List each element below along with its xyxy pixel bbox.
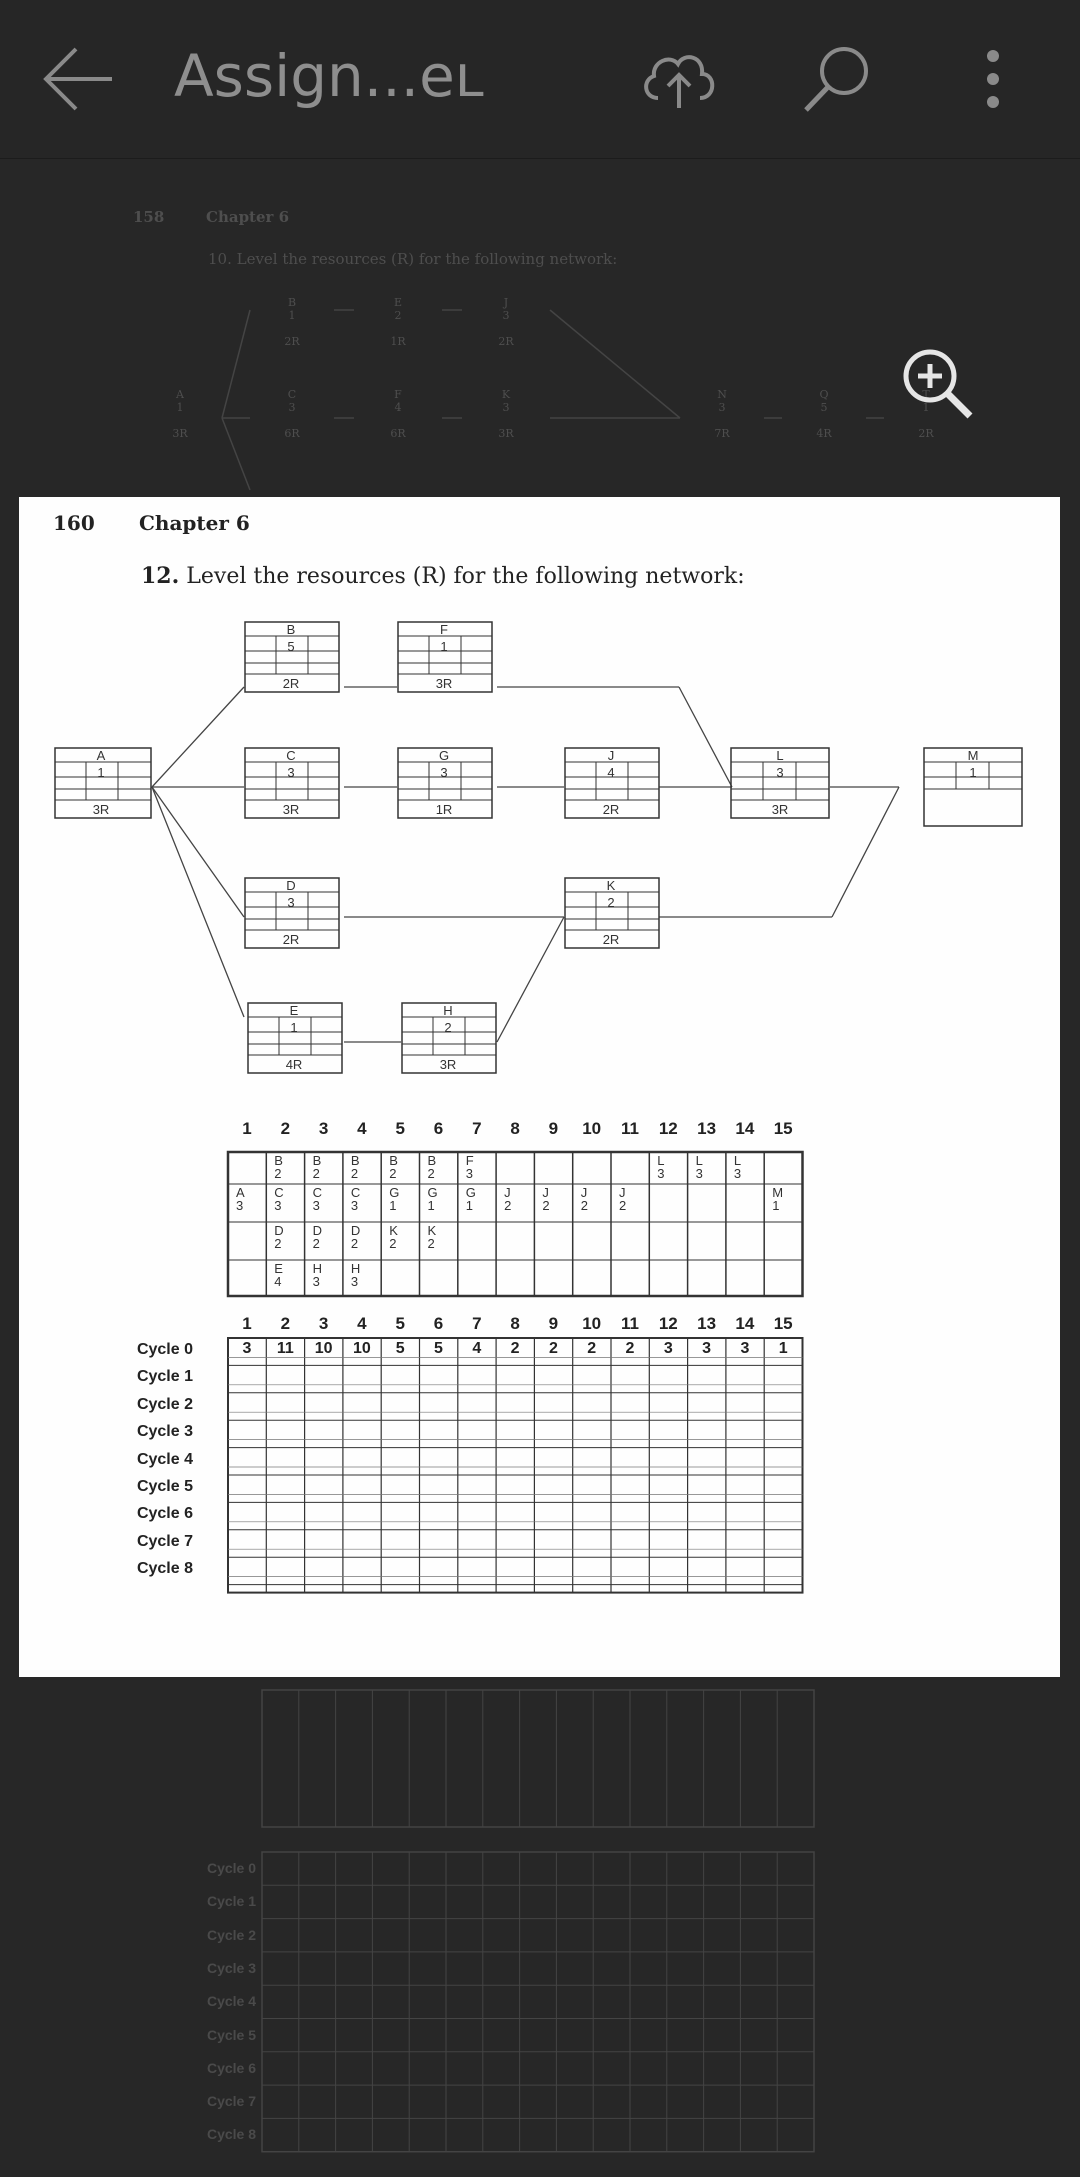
loading-cell: D 2 [312,1223,322,1251]
node-resource: 2R [602,802,620,817]
node-label: L [776,748,784,763]
cycle-row-label: Cycle 8 [136,1560,193,1578]
cycle-column-header: 11 [621,1314,639,1333]
node-label: M [967,748,979,763]
bg-cycle-label: Cycle 5 [206,2026,256,2043]
cycle-value: 3 [740,1340,750,1357]
bg-cycle-label: Cycle 3 [206,1959,256,1976]
cycle-row-label: Cycle 3 [136,1423,193,1441]
cycle-column-header: 10 [582,1314,602,1333]
cycle-column-header: 13 [697,1314,717,1333]
node-duration: 3 [287,765,295,780]
cycle-row-label: Cycle 0 [136,1341,193,1358]
loading-cell: J 2 [619,1185,627,1213]
node-label: B [286,622,296,637]
back-arrow-icon[interactable] [42,44,116,114]
node-label: E [289,1003,299,1018]
cycle-row-label: Cycle 6 [136,1505,193,1523]
loading-cell: B 2 [427,1153,437,1181]
node-resource: 2R [282,676,300,691]
cycle-column-header: 14 [735,1314,755,1333]
column-header: 13 [697,1119,717,1138]
bg-node-C: C 3 6R [284,388,300,440]
bg-chapter: Chapter 6 [206,208,290,226]
cycle-value: 5 [434,1340,443,1357]
node-resource: 3R [439,1057,457,1072]
cycle-table-column-headers [19,497,1060,1677]
bg-node-T: T 1 2R [918,388,934,440]
node-duration: 1 [969,765,977,780]
column-header: 1 [242,1119,252,1138]
loading-cell: J 2 [580,1185,588,1213]
bg-node-K: K 3 3R [498,388,514,440]
bg-cycle-label: Cycle 2 [206,1926,256,1943]
cycle-column-header: 6 [433,1314,444,1333]
node-label: J [607,748,615,763]
cycle-column-header: 3 [318,1314,329,1333]
loading-cell: G 1 [465,1185,476,1213]
node-resource: 3R [435,676,453,691]
node-duration: 5 [287,639,295,654]
column-header: 4 [357,1119,367,1138]
cycle-column-header: 12 [658,1314,678,1333]
cycle-row-label: Cycle 5 [136,1478,193,1495]
bg-node-N: N 3 7R [714,388,730,440]
loading-cell: K 2 [389,1223,398,1251]
bg-node-F: F 4 6R [390,388,406,440]
loading-cell: H 3 [350,1261,361,1289]
document-title: Assign...eʟ [174,42,485,110]
loading-cell: C 3 [350,1185,361,1213]
bg-page-number: 158 [133,208,165,226]
node-label: H [443,1003,453,1018]
bg-cycle-label: Cycle 6 [206,2059,256,2076]
cycle-column-header: 4 [357,1314,367,1333]
column-header: 6 [433,1119,444,1138]
node-resource: 4R [285,1057,303,1072]
loading-cell: K 2 [427,1223,437,1251]
cycle-value: 10 [352,1340,371,1357]
node-label: A [96,748,106,763]
cycle-value: 3 [242,1340,252,1357]
cycle-value: 4 [472,1340,482,1357]
cycle-value: 1 [778,1340,788,1357]
node-duration: 1 [97,765,105,780]
bg-cycle-labels [0,1680,1080,2177]
cycle-value: 10 [314,1340,333,1357]
cycle-column-header: 1 [242,1314,252,1333]
cycle-column-header: 7 [472,1314,482,1333]
column-header: 11 [621,1119,639,1138]
loading-cell: B 2 [274,1153,283,1181]
node-duration: 2 [444,1020,452,1035]
bg-cycle-label: Cycle 4 [206,1993,256,2010]
bg-cycle-label: Cycle 0 [206,1860,256,1876]
app-bar [0,0,1080,159]
cycle-row-label: Cycle 4 [136,1450,193,1468]
cycle-row-label: Cycle 2 [136,1395,193,1413]
cycle-value: 2 [548,1340,558,1357]
node-duration: 3 [776,765,784,780]
node-label: G [438,748,450,763]
node-resource: 2R [602,932,620,947]
cycle-column-header: 15 [773,1314,793,1333]
bg-node-J: J 3 2R [498,296,514,348]
loading-cell: B 2 [389,1153,398,1181]
column-header: 9 [548,1119,559,1138]
column-header: 10 [582,1119,602,1138]
cycle-column-header: 9 [548,1314,559,1333]
cycle-value: 3 [702,1340,712,1357]
loading-cell: D 2 [350,1223,361,1251]
loading-cell: J 2 [542,1185,550,1213]
cycle-value: 2 [625,1340,635,1357]
cycle-column-header: 8 [510,1314,520,1333]
node-resource: 1R [435,802,453,817]
cycle-row-label: Cycle 7 [136,1532,193,1550]
column-header: 7 [472,1119,482,1138]
question-heading: 12. Level the resources (R) for the following network: [141,563,745,589]
bg-node-A: A 1 3R [172,388,188,440]
loading-cell: G 1 [427,1185,438,1213]
zoom-in-icon[interactable] [900,346,976,422]
background-page-bottom [0,1680,1080,2177]
cycle-column-header: 5 [395,1314,405,1333]
node-duration: 3 [440,765,448,780]
loading-cell: D 2 [274,1223,284,1251]
bg-question: 10. Level the resources (R) for the following network: [208,250,618,268]
cloud-upload-icon[interactable] [640,46,718,112]
cycle-value: 5 [395,1340,405,1357]
bg-cycle-label: Cycle 7 [206,2093,256,2110]
node-duration: 3 [287,895,295,910]
column-header: 3 [318,1119,329,1138]
node-label: F [440,622,448,637]
cycle-value: 2 [587,1340,597,1357]
node-resource: 3R [92,802,110,817]
loading-cell: C 3 [312,1185,322,1213]
loading-cell: L 3 [695,1153,703,1181]
node-duration: 4 [607,765,615,780]
column-header: 8 [510,1119,520,1138]
bg-cycle-label: Cycle 8 [206,2126,256,2143]
column-header: 15 [773,1119,793,1138]
node-label: C [286,748,296,763]
loading-cell: L 3 [657,1153,665,1181]
loading-cell: A 3 [236,1185,245,1213]
loading-cell: L 3 [733,1153,742,1181]
document-page[interactable] [19,497,1060,1677]
loading-cell: B 2 [350,1153,360,1181]
column-header: 2 [280,1119,291,1138]
bg-node-Q: Q 5 4R [816,388,832,440]
loading-cell: E 4 [274,1261,283,1289]
column-header: 12 [658,1119,678,1138]
search-icon[interactable] [800,42,874,116]
column-header: 14 [735,1119,755,1138]
column-header: 5 [395,1119,405,1138]
background-page-top [0,160,1080,495]
loading-cell: J 2 [504,1185,512,1213]
cycle-row-label: Cycle 1 [136,1368,193,1386]
page-number: 160 [53,511,95,535]
cycle-column-header: 2 [280,1314,291,1333]
loading-cell: C 3 [274,1185,284,1213]
chapter-title: Chapter 6 [139,511,250,535]
bg-node-B: B 1 2R [284,296,300,348]
node-resource: 3R [282,802,300,817]
more-vert-icon[interactable] [978,48,1008,110]
node-label: D [286,878,296,893]
node-duration: 1 [290,1020,298,1035]
node-resource: 2R [282,932,300,947]
cycle-value: 3 [663,1340,673,1357]
loading-cell: F 3 [465,1153,474,1181]
bg-node-E: E 2 1R [390,296,406,348]
loading-cell: B 2 [312,1153,322,1181]
loading-cell: G 1 [389,1185,400,1213]
node-duration: 1 [440,639,448,654]
node-resource: 3R [771,802,789,817]
cycle-value: 2 [510,1340,520,1357]
cycle-value: 11 [276,1340,294,1357]
node-label: K [606,878,616,893]
loading-cell: H 3 [312,1261,322,1289]
bg-cycle-label: Cycle 1 [206,1893,256,1910]
loading-cell: M 1 [772,1185,784,1213]
node-duration: 2 [607,895,615,910]
